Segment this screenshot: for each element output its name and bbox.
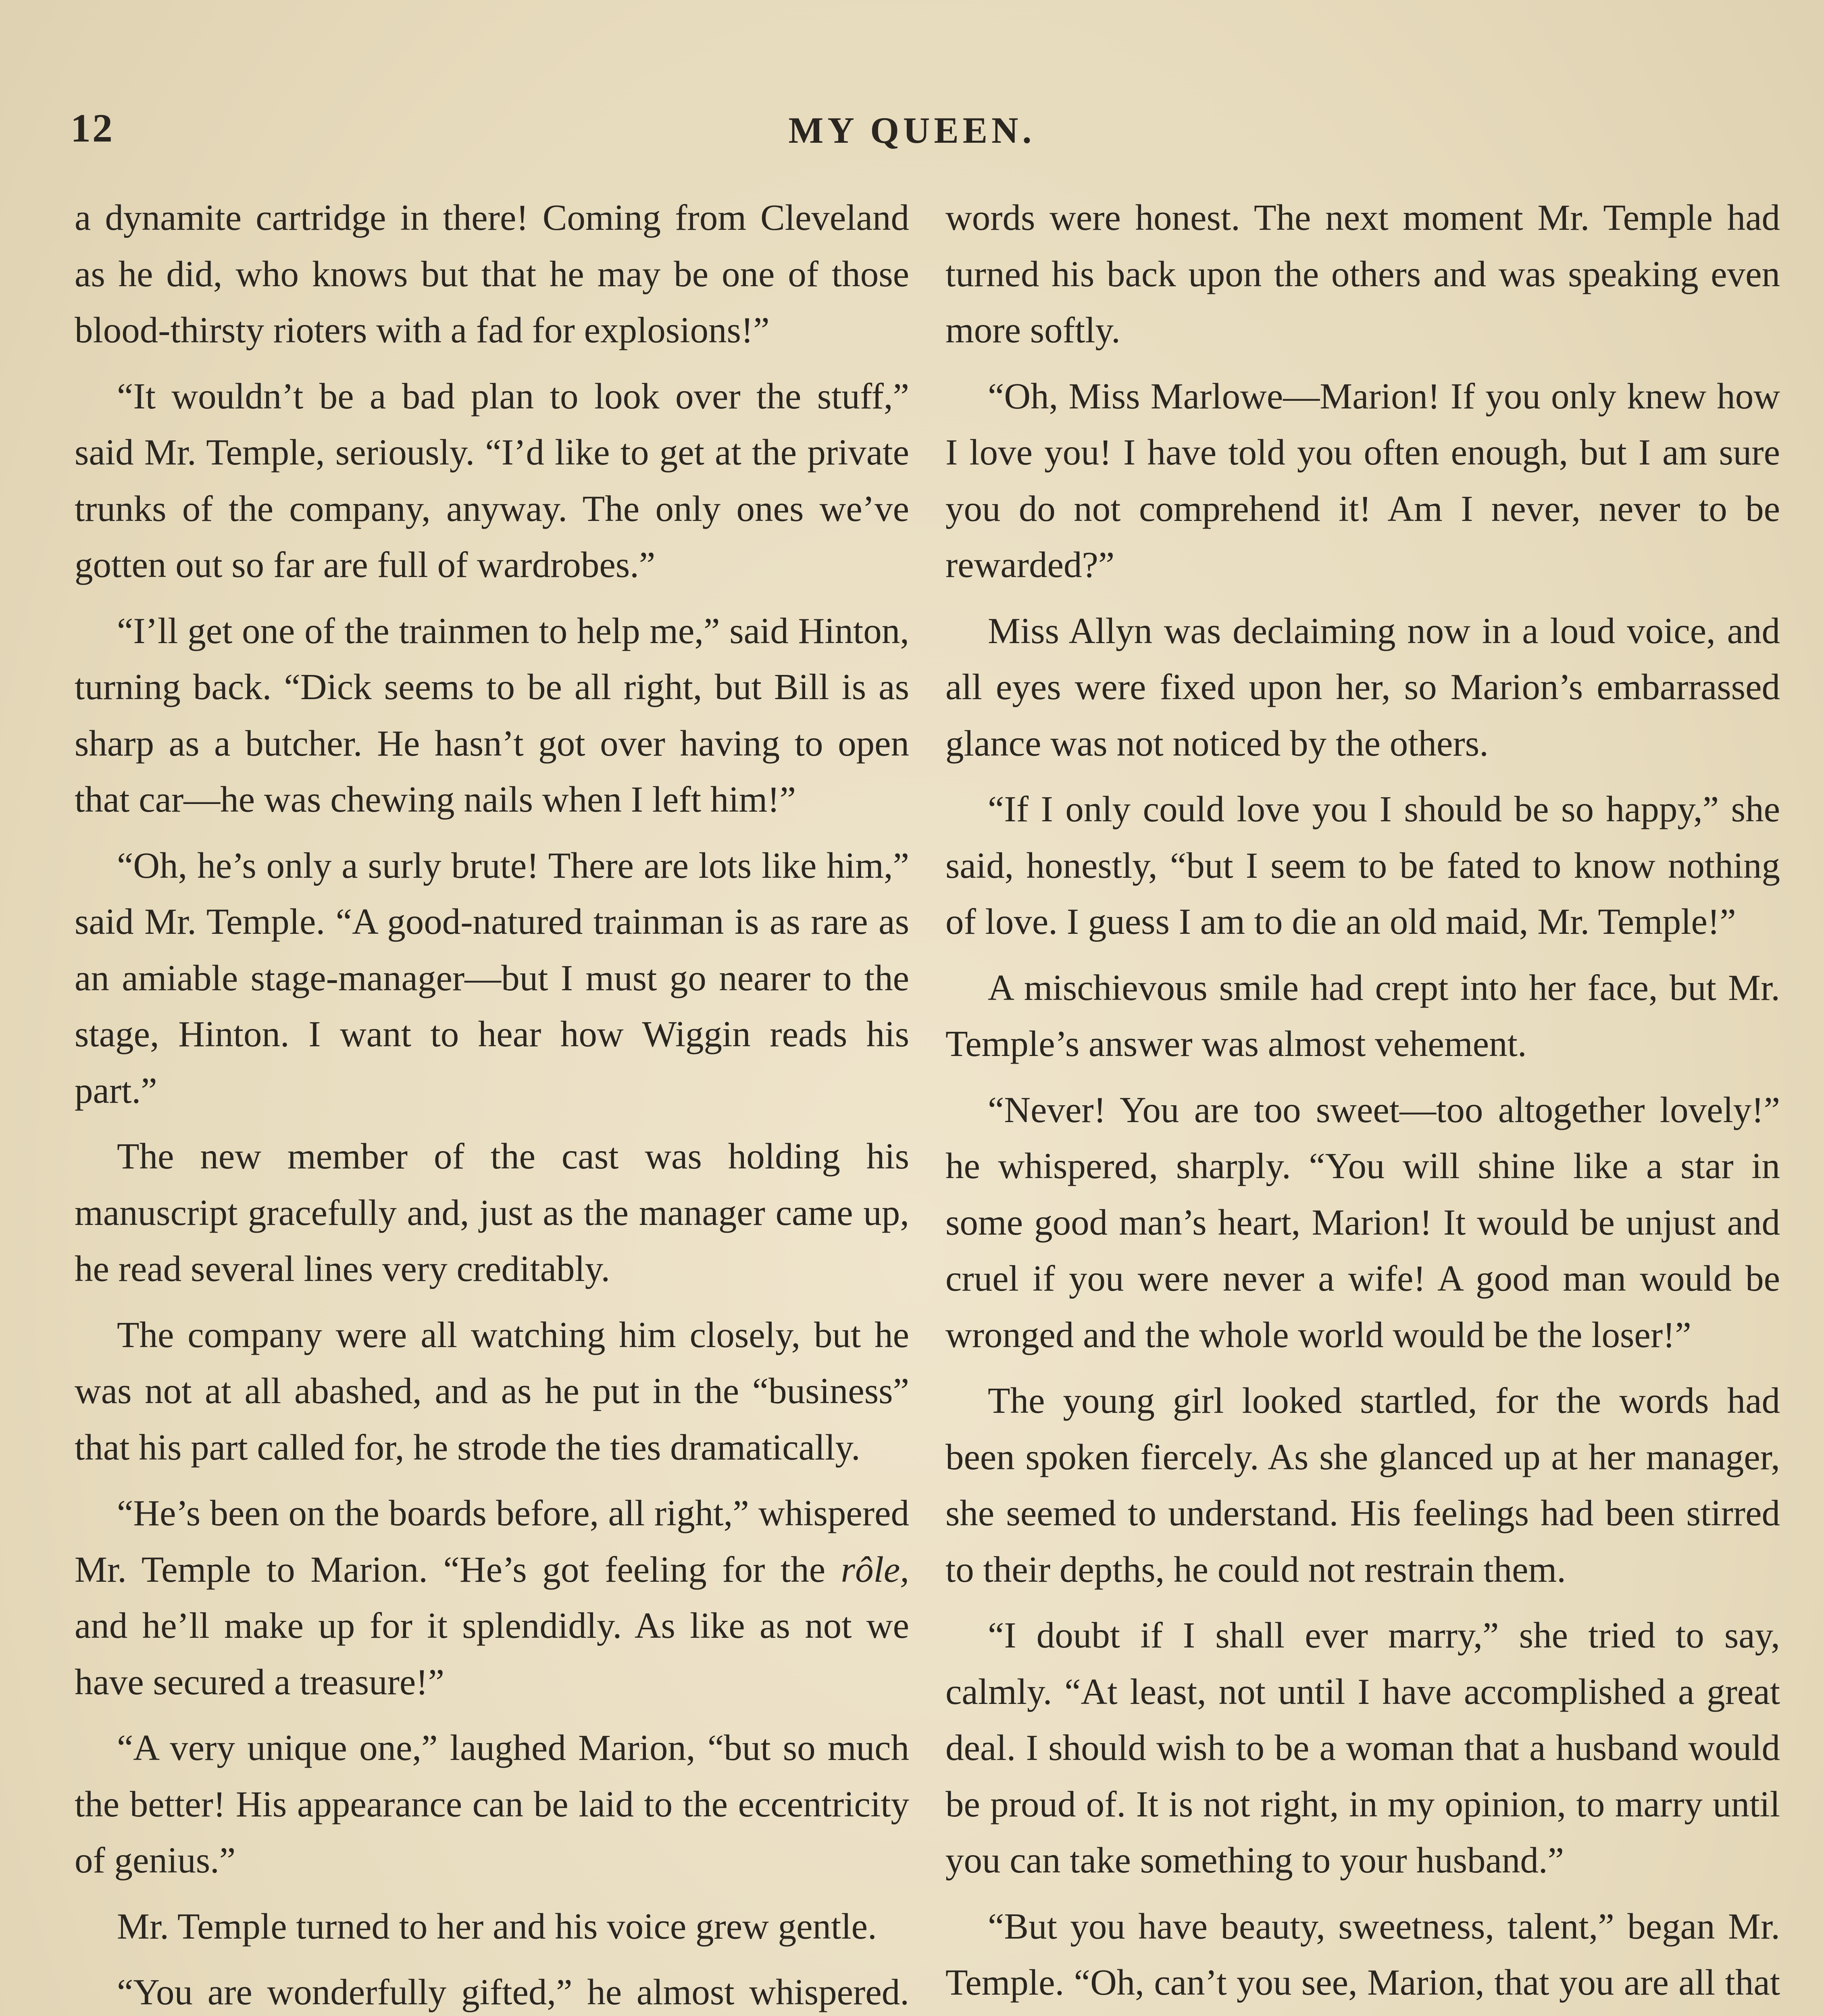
left-column (75, 190, 909, 2016)
paragraph: a dynamite cartridge in there! Coming from Cleveland as he did, who knows but that he may be one of those blood-thirsty rioters with a fad for explosions!” (75, 197, 909, 350)
page-header (0, 93, 1824, 161)
paragraph: “You are wonderfully gifted,” he almost whispered. (117, 1972, 909, 2012)
paragraph: Miss Allyn was declaiming now in a loud voice, and all eyes were fixed upon her, so Marion’s embarrassed glance was not noticed by the others. (945, 610, 1780, 764)
paragraph: “Never! You are too sweet—too altogether lovely!” he whispered, sharply. “You will shine like a star in some good man’s heart, Marion! It would be unjust and cruel if you were never a wife! A good man would be wronged and the whole world would be the loser!” (945, 1089, 1780, 1355)
paragraph-text: and he’ll make up for it splendidly. As like as not we have secured a treasure!” (75, 1605, 909, 1702)
paragraph: The young girl looked startled, for the words had been spoken fiercely. As she glanced up at her manager, she seemed to understand. His feelings had been stirred to their depths, he could not restrain them. (945, 1380, 1780, 1590)
paragraph: Mr. Temple turned to her and his voice grew gentle. (117, 1906, 877, 1947)
paragraph-text: “He’s been on the boards before, all right,” whispered Mr. Temple to Marion. “He’s got feeling for the (75, 1493, 909, 1590)
paragraph: The new member of the cast was holding his manuscript gracefully and, just as the manager came up, he read several lines very creditably. (75, 1136, 909, 1289)
italic-word: rôle, (841, 1549, 909, 1590)
paragraph: “If I only could love you I should be so happy,” she said, honestly, “but I seem to be fated to know nothing of love. I guess I am to die an old maid, Mr. Temple!” (945, 789, 1780, 942)
paragraph: A mischievous smile had crept into her face, but Mr. Temple’s answer was almost vehement. (945, 967, 1780, 1064)
paragraph: “I doubt if I shall ever marry,” she tried to say, calmly. “At least, not until I have accomplished a great deal. I should wish to be a woman that a husband would be proud of. It is not right, in my opinion, to marry until you can take something to your husband.” (945, 1615, 1780, 1881)
paragraph: “Oh, he’s only a surly brute! There are lots like him,” said Mr. Temple. “A good-natured trainman is as rare as an amiable stage-manager—but I must go nearer to the stage, Hinton. I want to hear how Wiggin reads his part.” (75, 845, 909, 1111)
paragraph: words were honest. The next moment Mr. Temple had turned his back upon the others and was speaking even more softly. (945, 197, 1780, 350)
paragraph: “Oh, Miss Marlowe—Marion! If you only knew how I love you! I have told you often enough, but I am sure you do not comprehend it! Am I never, never to be rewarded?” (945, 375, 1780, 585)
page-number: 12 (71, 106, 114, 150)
paragraph: The company were all watching him closely, but he was not at all abashed, and as he put in the “business” that his part called for, he strode the ties dramatically. (75, 1314, 909, 1468)
paragraph: “It wouldn’t be a bad plan to look over the stuff,” said Mr. Temple, seriously. “I’d like to get at the private trunks of the company, anyway. The only ones we’ve gotten out so far are full of wardrobes.” (75, 375, 909, 585)
running-title: MY QUEEN. (788, 110, 1036, 151)
paragraph: “I’ll get one of the trainmen to help me,” said Hinton, turning back. “Dick seems to be all right, but Bill is as sharp as a butcher. He hasn’t got over having to open that car—he was chewing nails when I left him!” (75, 610, 909, 820)
right-column (945, 190, 1780, 2016)
paragraph: “But you have beauty, sweetness, talent,” began Mr. Temple. “Oh, can’t you see, Marion, that you are all that (945, 1906, 1780, 2003)
paragraph: “A very unique one,” laughed Marion, “but so much the better! His appearance can be laid to the eccentricity of genius.” (75, 1727, 909, 1881)
paragraph (75, 1485, 909, 1710)
